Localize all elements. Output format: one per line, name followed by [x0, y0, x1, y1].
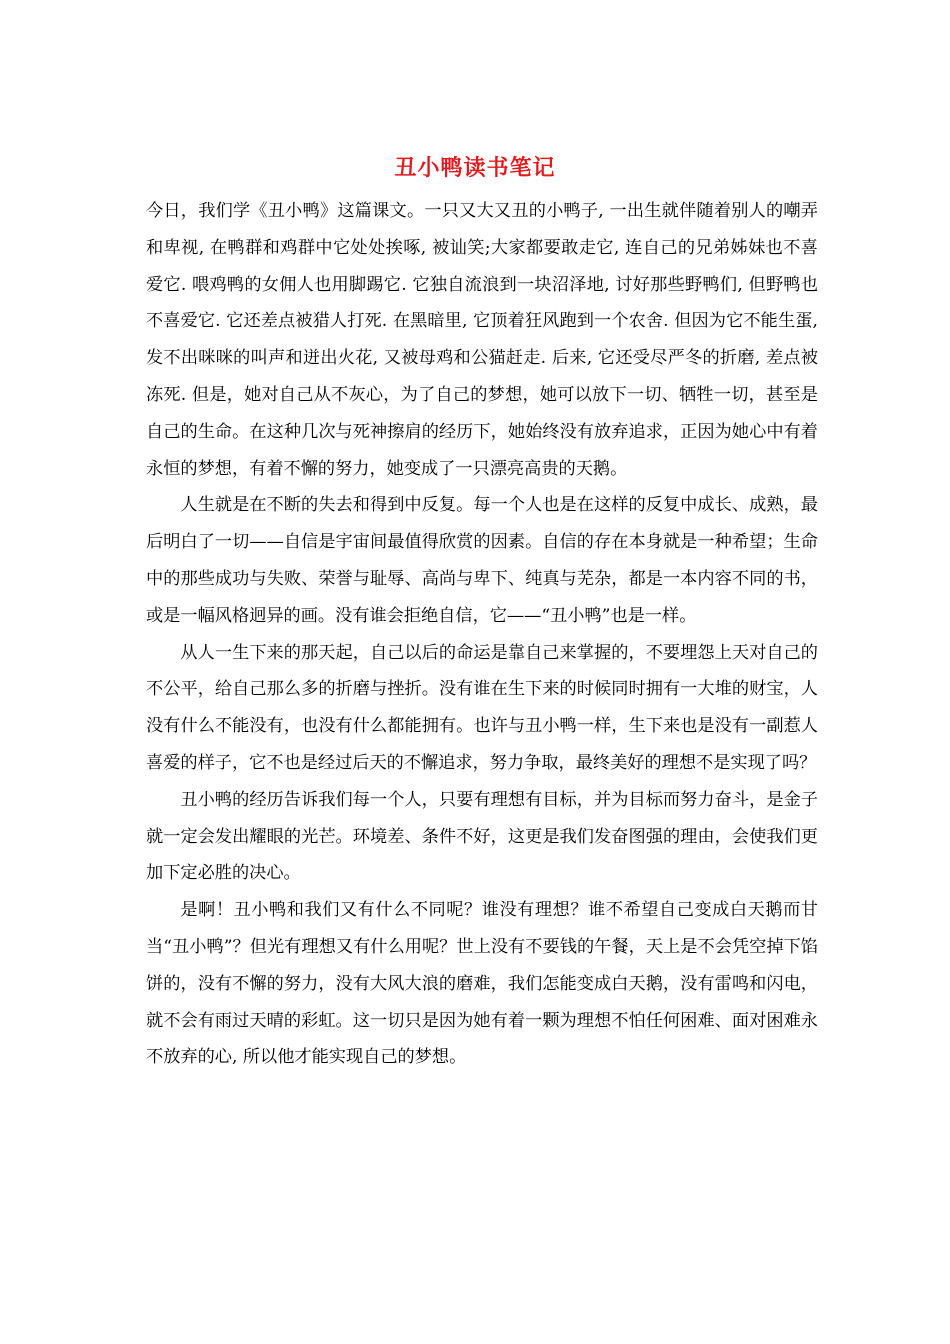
- paragraph-2: 人生就是在不断的失去和得到中反复。每一个人也是在这样的反复中成长、成熟，最后明白了一切——自信是宇宙间最值得欣赏的因素。自信的存在本身就是一种希望；生命中的那些成功与失败、荣誉与耻辱、高尚与卑下、纯真与芜杂，都是一本内容不同的书，或是一幅风格迥异的画。没有谁会拒绝自信，它——“丑小鸭”也是一样。: [146, 495, 818, 626]
- paragraph-1: 今日，我们学《丑小鸭》这篇课文。一只又大又丑的小鸭子, 一出生就伴随着别人的嘲弄和卑视, 在鸭群和鸡群中它处处挨啄, 被讪笑;大家都要敢走它, 连自己的兄弟姊妹也不喜爱它. 喂鸡鸭的女佣人也用脚踢它. 它独自流浪到一块沼泽地, 讨好那些野鸭们, 但野鸭也不喜爱它. 它还差点被猎人打死. 在黑暗里, 它顶着狂风跑到一个农舍. 但因为它不能生蛋, 发不出咪咪的叫声和迸出火花, 又被母鸡和公猫赶走. 后来, 它还受尽严冬的折磨, 差点被冻死. 但是，她对自己从不灰心，为了自己的梦想，她可以放下一切、牺牲一切，甚至是自己的生命。在这种几次与死神擦肩的经历下，她始终没有放弃追求，正因为她心中有着永恒的梦想，有着不懈的努力，她变成了一只漂亮高贵的天鹅。: [146, 201, 818, 479]
- paragraph-5: 是啊！丑小鸭和我们又有什么不同呢？谁没有理想？谁不希望自己变成白天鹅而甘当“丑小鸭”？但光有理想又有什么用呢？世上没有不要钱的午餐，天上是不会凭空掉下馅饼的，没有不懈的努力，没有大风大浪的磨难，我们怎能变成白天鹅，没有雷鸣和闪电，就不会有雨过天晴的彩虹。这一切只是因为她有着一颗为理想不怕任何困难、面对困难永不放弃的心, 所以他才能实现自己的梦想。: [146, 900, 818, 1068]
- paragraph-3: 从人一生下来的那天起，自己以后的命运是靠自己来掌握的，不要埋怨上天对自己的不公平，给自己那么多的折磨与挫折。没有谁在生下来的时候同时拥有一大堆的财宝，人没有什么不能没有，也没有什么都能拥有。也许与丑小鸭一样，生下来也是没有一副惹人喜爱的样子，它不也是经过后天的不懈追求，努力争取，最终美好的理想不是实现了吗？: [146, 642, 818, 773]
- page-title: 丑小鸭读书笔记: [394, 155, 556, 181]
- paragraph-4: 丑小鸭的经历告诉我们每一个人，只要有理想有目标，并为目标而努力奋斗，是金子就一定会发出耀眼的光芒。环境差、条件不好，这更是我们发奋图强的理由，会使我们更加下定必胜的决心。: [146, 789, 818, 884]
- document-body: [146, 193, 818, 1076]
